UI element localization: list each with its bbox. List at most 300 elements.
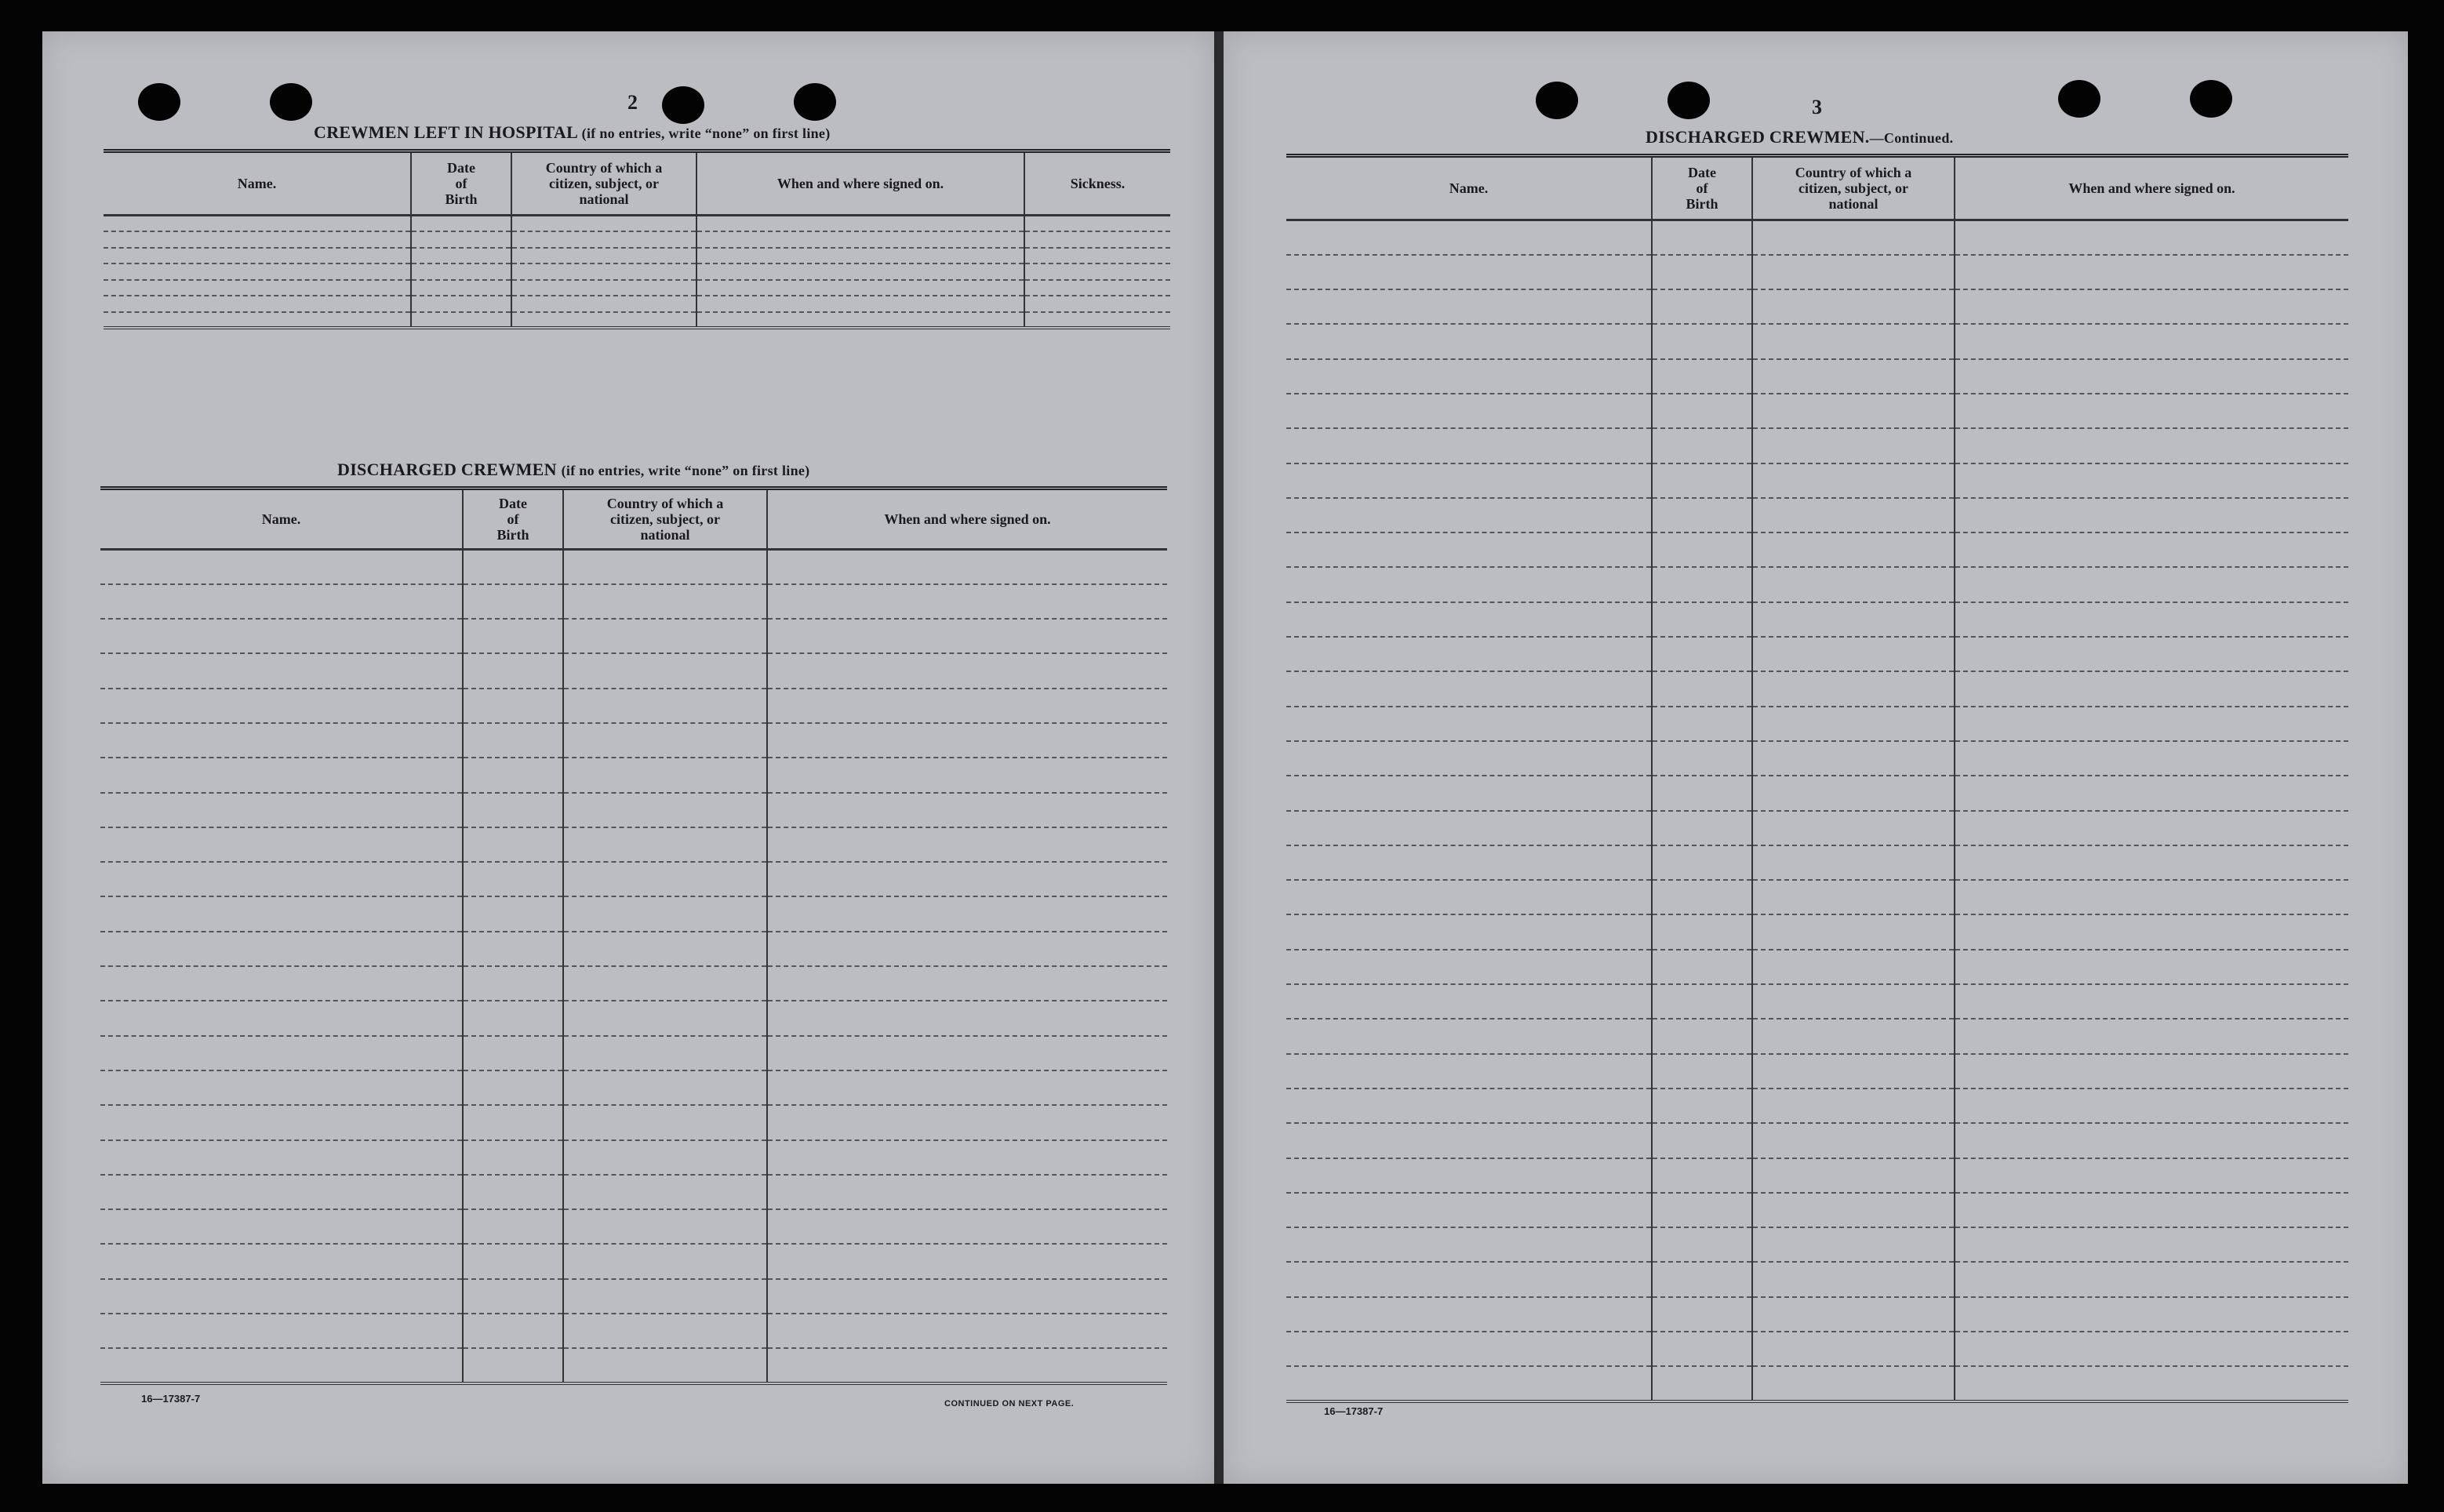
table-cell[interactable]: [767, 1348, 1167, 1383]
table-cell[interactable]: [1752, 289, 1955, 324]
table-cell[interactable]: [1955, 776, 2348, 810]
table-cell[interactable]: [1955, 289, 2348, 324]
table-cell[interactable]: [1286, 1019, 1652, 1053]
table-cell[interactable]: [463, 1348, 563, 1383]
table-cell[interactable]: [100, 896, 463, 931]
table-cell[interactable]: [1955, 567, 2348, 602]
table-cell[interactable]: [1286, 359, 1652, 394]
table-cell[interactable]: [1752, 1193, 1955, 1227]
table-cell[interactable]: [100, 758, 463, 792]
table-row: [100, 1244, 1167, 1278]
table-cell[interactable]: [1652, 950, 1752, 984]
table-cell[interactable]: [100, 550, 463, 584]
table-cell[interactable]: [1955, 1158, 2348, 1193]
table-cell[interactable]: [1752, 776, 1955, 810]
table-cell[interactable]: [767, 1036, 1167, 1070]
table-row: [1286, 1054, 2348, 1089]
table-cell[interactable]: [1286, 220, 1652, 255]
right-page: [1224, 31, 2408, 1484]
table-cell[interactable]: [1652, 1332, 1752, 1366]
table-cell[interactable]: [1752, 1123, 1955, 1158]
table-cell[interactable]: [1752, 1297, 1955, 1332]
table-cell[interactable]: [511, 216, 696, 232]
table-cell[interactable]: [1286, 1158, 1652, 1193]
table-cell[interactable]: [463, 550, 563, 584]
table-row: [1286, 1089, 2348, 1123]
table-row: [1286, 498, 2348, 532]
table-cell[interactable]: [563, 689, 767, 723]
table-cell[interactable]: [100, 827, 463, 862]
table-cell[interactable]: [100, 793, 463, 827]
table-cell[interactable]: [1024, 296, 1170, 312]
table-cell[interactable]: [767, 723, 1167, 758]
table-cell[interactable]: [1752, 880, 1955, 914]
table-row: [100, 758, 1167, 792]
table-cell[interactable]: [1752, 950, 1955, 984]
table-cell[interactable]: [1286, 845, 1652, 880]
table-row: [100, 1036, 1167, 1070]
table-cell[interactable]: [1286, 602, 1652, 637]
table-cell[interactable]: [563, 1001, 767, 1035]
table-cell[interactable]: [1955, 1019, 2348, 1053]
table-cell[interactable]: [1955, 1089, 2348, 1123]
table-cell[interactable]: [696, 296, 1024, 312]
table-cell[interactable]: [1286, 532, 1652, 567]
table-cell[interactable]: [1652, 532, 1752, 567]
table-cell[interactable]: [100, 1279, 463, 1314]
table-cell[interactable]: [1286, 776, 1652, 810]
table-cell[interactable]: [563, 1175, 767, 1209]
table-cell[interactable]: [767, 793, 1167, 827]
table-cell[interactable]: [1652, 707, 1752, 741]
table-cell[interactable]: [563, 619, 767, 653]
table-cell[interactable]: [1955, 463, 2348, 498]
table-cell[interactable]: [1024, 264, 1170, 280]
table-cell[interactable]: [411, 280, 511, 296]
table-cell[interactable]: [1752, 707, 1955, 741]
table-cell[interactable]: [1955, 532, 2348, 567]
table-cell[interactable]: [1652, 984, 1752, 1019]
table-cell[interactable]: [767, 896, 1167, 931]
punch-hole: [138, 83, 180, 121]
table-cell[interactable]: [1286, 463, 1652, 498]
table-cell[interactable]: [1286, 498, 1652, 532]
table-cell[interactable]: [100, 1036, 463, 1070]
table-cell[interactable]: [1652, 776, 1752, 810]
table-cell[interactable]: [463, 1279, 563, 1314]
table-cell[interactable]: [104, 296, 411, 312]
table-cell[interactable]: [1286, 671, 1652, 706]
table-cell[interactable]: [767, 827, 1167, 862]
table-cell[interactable]: [100, 932, 463, 966]
table-cell[interactable]: [767, 862, 1167, 896]
table-cell[interactable]: [1955, 220, 2348, 255]
table-cell[interactable]: [1955, 1332, 2348, 1366]
table-cell[interactable]: [1286, 950, 1652, 984]
table-cell[interactable]: [511, 264, 696, 280]
table-cell[interactable]: [1652, 463, 1752, 498]
table-cell[interactable]: [1955, 324, 2348, 358]
table-cell[interactable]: [1024, 231, 1170, 248]
table-cell[interactable]: [100, 689, 463, 723]
table-cell[interactable]: [1955, 845, 2348, 880]
table-cell[interactable]: [1752, 324, 1955, 358]
table-cell[interactable]: [563, 862, 767, 896]
table-cell[interactable]: [463, 1244, 563, 1278]
table-cell[interactable]: [767, 1140, 1167, 1175]
table-cell[interactable]: [411, 312, 511, 329]
table-cell[interactable]: [1652, 220, 1752, 255]
table-row: [1286, 428, 2348, 463]
table-cell[interactable]: [563, 1105, 767, 1139]
table-cell[interactable]: [563, 1209, 767, 1244]
table-cell[interactable]: [1286, 1227, 1652, 1262]
table-cell[interactable]: [100, 1070, 463, 1105]
table-cell[interactable]: [767, 619, 1167, 653]
table-cell[interactable]: [767, 932, 1167, 966]
table-cell[interactable]: [1752, 1366, 1955, 1401]
table-cell[interactable]: [1652, 1089, 1752, 1123]
table-cell[interactable]: [696, 264, 1024, 280]
table-cell[interactable]: [463, 896, 563, 931]
column-header-signed-on: When and where signed on.: [1955, 156, 2348, 220]
table-cell[interactable]: [1752, 1019, 1955, 1053]
table-cell[interactable]: [511, 296, 696, 312]
table-cell[interactable]: [767, 1001, 1167, 1035]
table-cell[interactable]: [1286, 741, 1652, 776]
table-cell[interactable]: [1752, 671, 1955, 706]
table-cell[interactable]: [1652, 1227, 1752, 1262]
table-cell[interactable]: [1652, 498, 1752, 532]
table-cell[interactable]: [767, 1070, 1167, 1105]
table-cell[interactable]: [1286, 1332, 1652, 1366]
table-cell[interactable]: [104, 312, 411, 329]
table-cell[interactable]: [463, 653, 563, 688]
table-cell[interactable]: [1286, 1366, 1652, 1401]
table-cell[interactable]: [1652, 811, 1752, 845]
table-cell[interactable]: [1286, 394, 1652, 428]
table-cell[interactable]: [104, 264, 411, 280]
table-cell[interactable]: [511, 280, 696, 296]
table-cell[interactable]: [767, 1209, 1167, 1244]
table-row: [1286, 776, 2348, 810]
discharged-title-text: DISCHARGED CREWMEN: [337, 460, 557, 479]
table-cell[interactable]: [1024, 312, 1170, 329]
table-cell[interactable]: [1652, 741, 1752, 776]
table-cell[interactable]: [563, 584, 767, 619]
table-cell[interactable]: [411, 264, 511, 280]
table-cell[interactable]: [100, 1244, 463, 1278]
table-cell[interactable]: [1652, 428, 1752, 463]
table-cell[interactable]: [1652, 1262, 1752, 1296]
table-cell[interactable]: [100, 1175, 463, 1209]
table-cell[interactable]: [463, 793, 563, 827]
table-cell[interactable]: [1024, 248, 1170, 264]
table-cell[interactable]: [463, 723, 563, 758]
table-cell[interactable]: [563, 827, 767, 862]
punch-hole: [2190, 80, 2232, 118]
table-cell[interactable]: [463, 584, 563, 619]
table-cell[interactable]: [463, 689, 563, 723]
table-cell[interactable]: [1652, 567, 1752, 602]
table-cell[interactable]: [767, 1175, 1167, 1209]
table-cell[interactable]: [563, 1036, 767, 1070]
table-cell[interactable]: [1955, 1193, 2348, 1227]
table-cell[interactable]: [767, 653, 1167, 688]
table-cell[interactable]: [563, 896, 767, 931]
table-cell[interactable]: [1752, 567, 1955, 602]
discharged-title-note: (if no entries, write “none” on first line): [561, 463, 810, 478]
column-header-name: Name.: [1286, 156, 1652, 220]
table-cell[interactable]: [1286, 428, 1652, 463]
table-cell[interactable]: [1955, 255, 2348, 289]
continued-suffix: —Continued.: [1869, 130, 1954, 146]
table-cell[interactable]: [104, 216, 411, 232]
table-cell[interactable]: [1752, 984, 1955, 1019]
table-cell[interactable]: [463, 758, 563, 792]
table-cell[interactable]: [1652, 324, 1752, 358]
table-cell[interactable]: [1652, 1297, 1752, 1332]
table-cell[interactable]: [1752, 255, 1955, 289]
table-cell[interactable]: [1652, 1193, 1752, 1227]
table-row: [1286, 1019, 2348, 1053]
table-cell[interactable]: [1286, 637, 1652, 671]
form-number: 16—17387-7: [1324, 1405, 1384, 1417]
table-cell[interactable]: [563, 932, 767, 966]
table-cell[interactable]: [1752, 602, 1955, 637]
table-cell[interactable]: [1024, 216, 1170, 232]
table-cell[interactable]: [1955, 359, 2348, 394]
table-row: [1286, 880, 2348, 914]
table-cell[interactable]: [100, 584, 463, 619]
table-cell[interactable]: [1752, 1262, 1955, 1296]
table-cell[interactable]: [1652, 845, 1752, 880]
table-cell[interactable]: [1286, 255, 1652, 289]
table-cell[interactable]: [563, 1279, 767, 1314]
table-cell[interactable]: [463, 966, 563, 1001]
table-cell[interactable]: [767, 584, 1167, 619]
hospital-title-text: CREWMEN LEFT IN HOSPITAL: [314, 122, 577, 142]
table-cell[interactable]: [1286, 984, 1652, 1019]
table-cell[interactable]: [104, 248, 411, 264]
table-cell[interactable]: [411, 216, 511, 232]
table-cell[interactable]: [767, 689, 1167, 723]
table-row: [1286, 914, 2348, 949]
table-cell[interactable]: [1955, 1054, 2348, 1089]
table-cell[interactable]: [1752, 359, 1955, 394]
table-cell[interactable]: [463, 1105, 563, 1139]
table-row: [100, 793, 1167, 827]
table-cell[interactable]: [767, 758, 1167, 792]
table-cell[interactable]: [563, 758, 767, 792]
table-cell[interactable]: [1652, 1019, 1752, 1053]
table-cell[interactable]: [1652, 671, 1752, 706]
table-row: [100, 1348, 1167, 1383]
table-cell[interactable]: [1652, 1158, 1752, 1193]
table-cell[interactable]: [100, 1348, 463, 1383]
table-cell[interactable]: [463, 862, 563, 896]
table-cell[interactable]: [463, 1314, 563, 1348]
table-cell[interactable]: [463, 827, 563, 862]
table-cell[interactable]: [1286, 914, 1652, 949]
table-cell[interactable]: [1955, 811, 2348, 845]
table-cell[interactable]: [1286, 811, 1652, 845]
table-cell[interactable]: [1286, 289, 1652, 324]
table-cell[interactable]: [463, 619, 563, 653]
table-cell[interactable]: [696, 248, 1024, 264]
table-cell[interactable]: [1752, 428, 1955, 463]
table-cell[interactable]: [1752, 1089, 1955, 1123]
table-cell[interactable]: [1955, 637, 2348, 671]
table-cell[interactable]: [1752, 741, 1955, 776]
table-cell[interactable]: [563, 966, 767, 1001]
table-row: [100, 723, 1167, 758]
table-cell[interactable]: [1652, 359, 1752, 394]
table-row: [100, 1140, 1167, 1175]
table-cell[interactable]: [100, 1105, 463, 1139]
table-cell[interactable]: [463, 1175, 563, 1209]
table-cell[interactable]: [767, 550, 1167, 584]
table-cell[interactable]: [511, 248, 696, 264]
table-cell[interactable]: [1286, 1297, 1652, 1332]
table-cell[interactable]: [100, 653, 463, 688]
table-cell[interactable]: [1286, 1054, 1652, 1089]
table-cell[interactable]: [563, 1314, 767, 1348]
table-cell[interactable]: [1752, 845, 1955, 880]
table-cell[interactable]: [1652, 602, 1752, 637]
table-cell[interactable]: [1752, 220, 1955, 255]
table-cell[interactable]: [100, 1314, 463, 1348]
table-cell[interactable]: [563, 793, 767, 827]
table-cell[interactable]: [100, 1001, 463, 1035]
table-cell[interactable]: [696, 216, 1024, 232]
table-cell[interactable]: [696, 312, 1024, 329]
table-cell[interactable]: [1286, 567, 1652, 602]
table-cell[interactable]: [1955, 394, 2348, 428]
table-row: [100, 896, 1167, 931]
table-cell[interactable]: [1955, 741, 2348, 776]
table-cell[interactable]: [1955, 671, 2348, 706]
table-cell[interactable]: [511, 312, 696, 329]
table-cell[interactable]: [100, 723, 463, 758]
table-cell[interactable]: [1024, 280, 1170, 296]
table-cell[interactable]: [104, 280, 411, 296]
table-cell[interactable]: [104, 231, 411, 248]
table-cell[interactable]: [1955, 1297, 2348, 1332]
table-cell[interactable]: [463, 1001, 563, 1035]
table-cell[interactable]: [1752, 1227, 1955, 1262]
table-cell[interactable]: [1955, 914, 2348, 949]
table-cell[interactable]: [1652, 255, 1752, 289]
table-cell[interactable]: [696, 280, 1024, 296]
table-cell[interactable]: [767, 1105, 1167, 1139]
table-cell[interactable]: [1752, 394, 1955, 428]
table-cell[interactable]: [1955, 428, 2348, 463]
table-cell[interactable]: [1286, 1089, 1652, 1123]
table-cell[interactable]: [563, 1348, 767, 1383]
table-cell[interactable]: [1955, 707, 2348, 741]
table-cell[interactable]: [100, 619, 463, 653]
table-cell[interactable]: [1752, 1158, 1955, 1193]
table-cell[interactable]: [1752, 1332, 1955, 1366]
table-row: [1286, 1366, 2348, 1401]
table-cell[interactable]: [1652, 914, 1752, 949]
table-cell[interactable]: [563, 1244, 767, 1278]
table-row: [1286, 811, 2348, 845]
table-cell[interactable]: [1752, 637, 1955, 671]
table-cell[interactable]: [1752, 532, 1955, 567]
table-cell[interactable]: [767, 1314, 1167, 1348]
table-cell[interactable]: [1286, 880, 1652, 914]
table-cell[interactable]: [1652, 1366, 1752, 1401]
table-cell[interactable]: [767, 1279, 1167, 1314]
table-cell[interactable]: [1652, 289, 1752, 324]
table-cell[interactable]: [696, 231, 1024, 248]
table-cell[interactable]: [1652, 1123, 1752, 1158]
table-cell[interactable]: [1752, 463, 1955, 498]
table-cell[interactable]: [1752, 914, 1955, 949]
table-row: [1286, 1227, 2348, 1262]
table-cell[interactable]: [463, 1070, 563, 1105]
table-row: [1286, 845, 2348, 880]
table-cell[interactable]: [511, 231, 696, 248]
table-cell[interactable]: [463, 932, 563, 966]
table-cell[interactable]: [767, 966, 1167, 1001]
table-cell[interactable]: [563, 550, 767, 584]
table-cell[interactable]: [1955, 602, 2348, 637]
table-cell[interactable]: [463, 1140, 563, 1175]
table-cell[interactable]: [411, 296, 511, 312]
table-cell[interactable]: [1955, 498, 2348, 532]
table-row: [100, 1070, 1167, 1105]
table-cell[interactable]: [1752, 498, 1955, 532]
table-cell[interactable]: [463, 1209, 563, 1244]
table-cell[interactable]: [100, 1209, 463, 1244]
table-cell[interactable]: [1955, 1366, 2348, 1401]
table-cell[interactable]: [1286, 1193, 1652, 1227]
table-cell[interactable]: [563, 1070, 767, 1105]
table-cell[interactable]: [1652, 880, 1752, 914]
table-cell[interactable]: [563, 653, 767, 688]
table-cell[interactable]: [1286, 707, 1652, 741]
table-cell[interactable]: [563, 1140, 767, 1175]
table-cell[interactable]: [563, 723, 767, 758]
table-cell[interactable]: [463, 1036, 563, 1070]
table-cell[interactable]: [411, 248, 511, 264]
table-cell[interactable]: [100, 1140, 463, 1175]
table-cell[interactable]: [100, 862, 463, 896]
column-header-signed-on: When and where signed on.: [696, 151, 1024, 216]
table-cell[interactable]: [1286, 324, 1652, 358]
table-cell[interactable]: [1286, 1123, 1652, 1158]
table-cell[interactable]: [1955, 880, 2348, 914]
table-cell[interactable]: [1955, 1262, 2348, 1296]
table-cell[interactable]: [1752, 811, 1955, 845]
table-cell[interactable]: [1652, 394, 1752, 428]
table-cell[interactable]: [1286, 1262, 1652, 1296]
table-cell[interactable]: [1955, 984, 2348, 1019]
table-cell[interactable]: [411, 231, 511, 248]
table-cell[interactable]: [1955, 1227, 2348, 1262]
table-row: [1286, 394, 2348, 428]
table-cell[interactable]: [767, 1244, 1167, 1278]
table-cell[interactable]: [1955, 950, 2348, 984]
table-cell[interactable]: [1752, 1054, 1955, 1089]
table-cell[interactable]: [100, 966, 463, 1001]
table-cell[interactable]: [1652, 1054, 1752, 1089]
table-cell[interactable]: [1652, 637, 1752, 671]
table-cell[interactable]: [1955, 1123, 2348, 1158]
